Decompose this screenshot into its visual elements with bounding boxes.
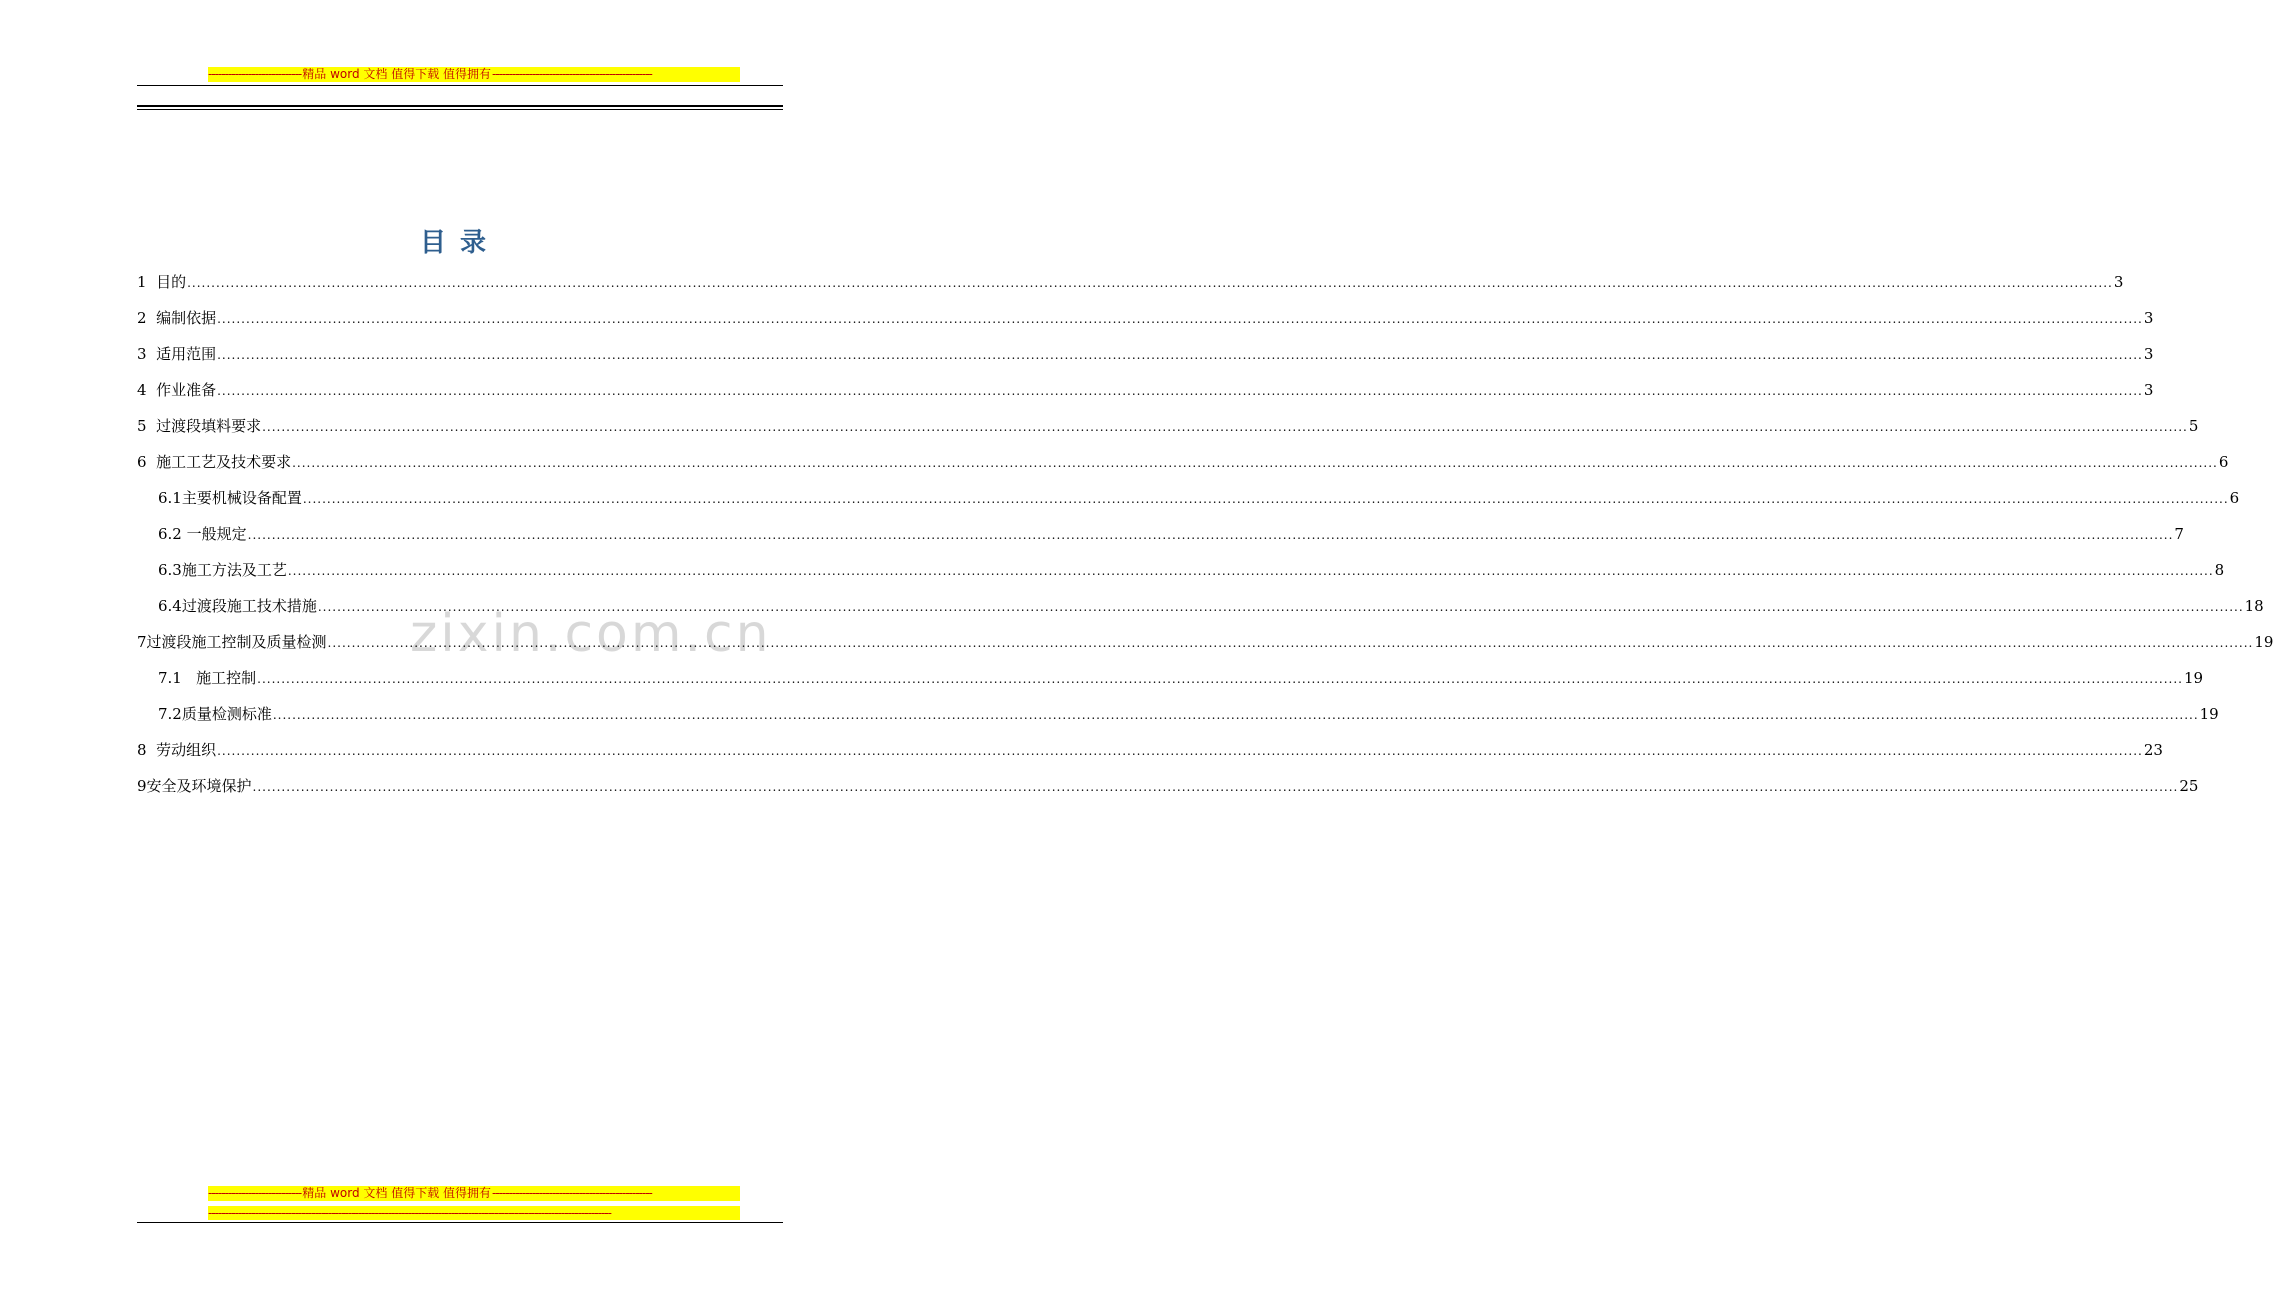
header-banner-right: ------------------------------------------------ [492,67,652,81]
header-banner-text: 精品 word 文档 值得下载 值得拥有 [302,67,492,81]
toc-entry-page: 19 [2199,705,2219,723]
toc-entry-label: 6.4过渡段施工技术措施 [158,597,317,615]
toc-entry-page: 3 [2143,309,2154,327]
toc-dot-leader: ................................................................................................................................................................................................................................................................................................................................................................................................................ [287,564,2214,578]
toc-entry-label: 4 作业准备 [137,381,217,399]
toc-dot-leader: ................................................................................................................................................................................................................................................................................................................................................................................................................ [217,384,2143,398]
toc-entry-label: 7.2质量检测标准 [158,705,272,723]
toc-dot-leader: ................................................................................................................................................................................................................................................................................................................................................................................................................ [302,492,2229,506]
toc-entry[interactable] [137,342,2154,366]
toc-entry-page: 8 [2214,561,2225,579]
footer-banner-left: ---------------------------- [208,1186,302,1200]
toc-entry[interactable] [158,594,2264,618]
toc-entry-page: 5 [2188,417,2199,435]
toc-entry[interactable] [137,630,2273,654]
toc-entry[interactable] [137,450,2229,474]
footer-banner [208,1186,740,1201]
toc-entry-label: 6.2 一般规定 [158,525,247,543]
footer-banner-right: ------------------------------------------------ [492,1186,652,1200]
toc-dot-leader: ................................................................................................................................................................................................................................................................................................................................................................................................................ [217,312,2143,326]
toc-entry-label: 9安全及环境保护 [137,777,252,795]
toc-entry-label: 6.1主要机械设备配置 [158,489,302,507]
toc-dot-leader: ................................................................................................................................................................................................................................................................................................................................................................................................................ [217,744,2143,758]
toc-entry[interactable] [137,306,2154,330]
toc-dot-leader: ................................................................................................................................................................................................................................................................................................................................................................................................................ [317,600,2244,614]
toc-entry-page: 23 [2143,741,2163,759]
footer-banner-text: 精品 word 文档 值得下载 值得拥有 [302,1186,492,1200]
toc-entry-label: 8 劳动组织 [137,741,217,759]
toc-dot-leader: ................................................................................................................................................................................................................................................................................................................................................................................................................ [247,528,2174,542]
toc-entry-label: 6 施工工艺及技术要求 [137,453,292,471]
toc-entry-page: 25 [2179,777,2199,795]
toc-entry-label: 1 目的 [137,273,187,291]
toc-dot-leader: ................................................................................................................................................................................................................................................................................................................................................................................................................ [272,708,2199,722]
header-rule-thick-2 [137,109,783,110]
toc-entry[interactable] [137,378,2154,402]
toc-title: 目录 [419,228,500,258]
toc-entry-page: 3 [2113,273,2124,291]
toc-entry-page: 6 [2229,489,2240,507]
toc-dot-leader: ................................................................................................................................................................................................................................................................................................................................................................................................................ [252,780,2179,794]
header-banner-left: ---------------------------- [208,67,302,81]
toc-entry-page: 19 [2183,669,2204,687]
toc-entry[interactable] [158,486,2240,510]
header-rule-thick-1 [137,105,783,107]
toc-entry[interactable] [158,558,2225,582]
toc-entry[interactable] [137,738,2163,762]
toc-entry-page: 19 [2254,633,2273,651]
toc-entry-page: 7 [2174,525,2184,543]
toc-entry-label: 5 过渡段填料要求 [137,417,262,435]
toc-dot-leader: ................................................................................................................................................................................................................................................................................................................................................................................................................ [292,456,2218,470]
header-rule-thin [137,85,783,86]
footer-banner-line2 [208,1206,740,1220]
toc-entry-page: 18 [2244,597,2264,615]
toc-entry-label: 7过渡段施工控制及质量检测 [137,633,327,651]
toc-entry-page: 3 [2143,381,2154,399]
footer-rule [137,1222,783,1223]
watermark: zixin.com.cn [410,604,772,664]
toc-dot-leader: ................................................................................................................................................................................................................................................................................................................................................................................................................ [187,276,2113,290]
toc-entry-page: 3 [2143,345,2154,363]
toc-entry[interactable] [137,414,2199,438]
toc-entry[interactable] [137,270,2124,294]
toc-entry-label: 6.3施工方法及工艺 [158,561,287,579]
toc-entry-label: 3 适用范围 [137,345,217,363]
footer-banner-dashes: ------------------------------------------------------------------------------------------------------------------------- [208,1206,611,1220]
toc-entry[interactable] [137,774,2199,798]
toc-entry-label: 2 编制依据 [137,309,217,327]
toc-entry[interactable] [158,522,2184,546]
header-banner [208,67,740,82]
toc-dot-leader: ................................................................................................................................................................................................................................................................................................................................................................................................................ [257,672,2183,686]
toc-dot-leader: ................................................................................................................................................................................................................................................................................................................................................................................................................ [327,636,2254,650]
toc-entry[interactable] [158,666,2204,690]
toc-dot-leader: ................................................................................................................................................................................................................................................................................................................................................................................................................ [217,348,2143,362]
toc-entry[interactable] [158,702,2219,726]
toc-dot-leader: ................................................................................................................................................................................................................................................................................................................................................................................................................ [262,420,2188,434]
toc-entry-page: 6 [2218,453,2229,471]
toc-entry-label: 7.1 施工控制 [158,669,257,687]
